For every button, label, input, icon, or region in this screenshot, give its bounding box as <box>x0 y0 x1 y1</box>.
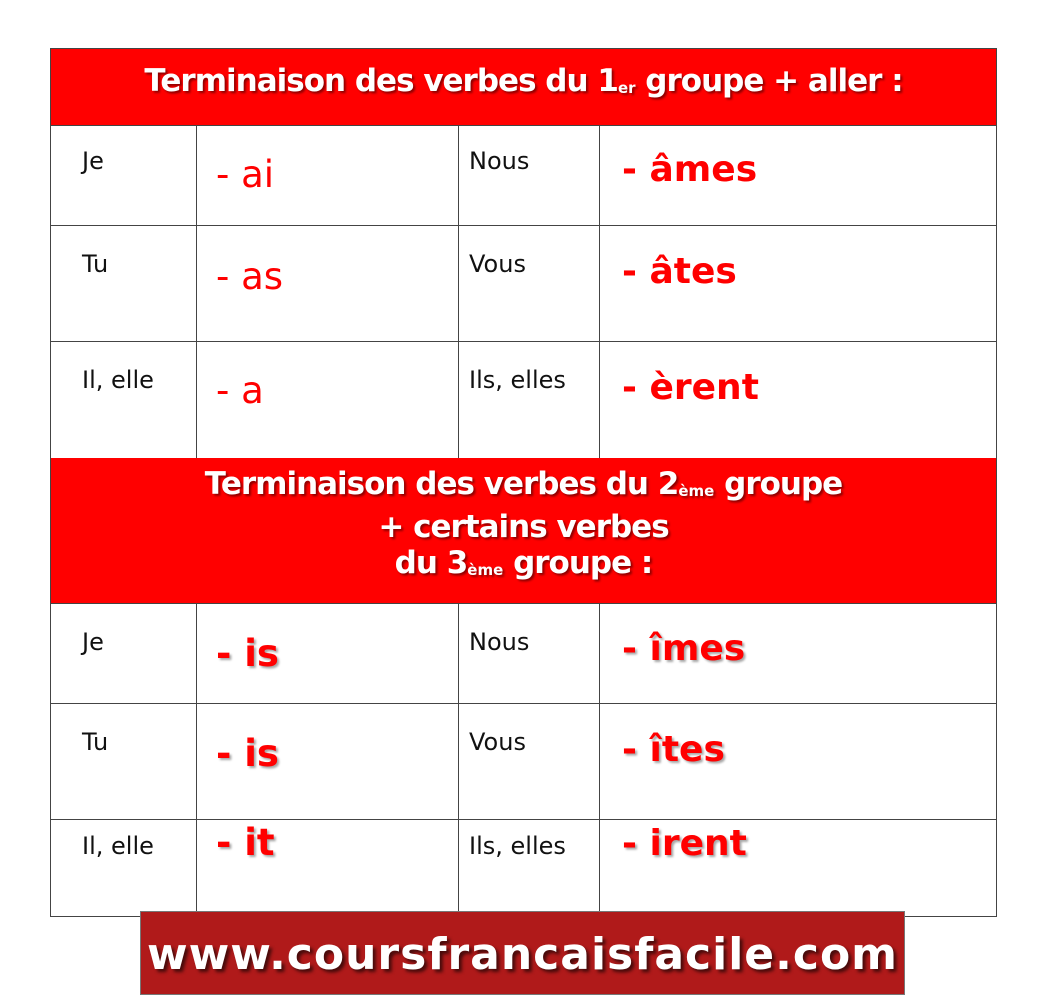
pronoun: Ils, elles <box>469 366 566 394</box>
pronoun-cell <box>51 342 197 458</box>
section2-line3-post: groupe : <box>503 545 653 581</box>
pronoun: Nous <box>469 147 530 175</box>
pronoun: Vous <box>469 250 526 278</box>
section2-line3-sup: ème <box>467 561 504 579</box>
ending: - irent <box>622 823 747 864</box>
section2-line1-post: groupe <box>714 466 843 502</box>
pronoun-cell <box>51 604 197 703</box>
pronoun: Il, elle <box>82 366 154 394</box>
ending: - èrent <box>622 367 759 408</box>
table-row <box>51 604 996 704</box>
ending: - ai <box>216 153 275 196</box>
ending: - as <box>216 255 284 298</box>
ending: - is <box>216 632 279 675</box>
ending-cell <box>197 704 459 819</box>
pronoun: Vous <box>469 728 526 756</box>
table-row <box>51 342 996 458</box>
section1-header <box>51 49 996 126</box>
ending-cell <box>600 820 996 916</box>
conjugation-table <box>50 48 997 917</box>
section2-line1-pre: Terminaison des verbes du 2 <box>204 466 679 502</box>
ending: - it <box>216 821 275 864</box>
pronoun: Tu <box>82 250 109 278</box>
section2-line1-sup: ème <box>678 482 715 500</box>
section2-title-line2: + certains verbes <box>378 509 669 545</box>
section2-line3-pre: du 3 <box>394 545 468 581</box>
ending-cell <box>197 342 459 458</box>
pronoun-cell <box>459 604 600 703</box>
pronoun: Il, elle <box>82 832 154 860</box>
section1-title-sup: er <box>617 79 636 97</box>
ending-cell <box>197 604 459 703</box>
table-row <box>51 704 996 820</box>
pronoun-cell <box>459 226 600 341</box>
ending-cell <box>600 604 996 703</box>
pronoun-cell <box>51 704 197 819</box>
ending-cell <box>600 226 996 341</box>
ending: - âmes <box>622 149 758 190</box>
pronoun: Je <box>82 628 104 656</box>
pronoun-cell <box>459 820 600 916</box>
pronoun: Tu <box>82 728 109 756</box>
ending: - îtes <box>622 729 725 770</box>
ending-cell <box>600 125 996 225</box>
pronoun: Je <box>82 147 104 175</box>
pronoun-cell <box>51 125 197 225</box>
table-row <box>51 820 996 917</box>
ending: - îmes <box>622 628 746 669</box>
section2-title-line3 <box>51 545 996 588</box>
website-banner <box>140 911 905 995</box>
website-url: www.coursfrancaisfacile.com <box>146 929 899 980</box>
pronoun-cell <box>459 704 600 819</box>
table-row <box>51 125 996 226</box>
ending-cell <box>600 704 996 819</box>
pronoun-cell <box>51 226 197 341</box>
ending-cell <box>600 342 996 458</box>
section1-title-post: groupe + aller : <box>635 63 903 99</box>
ending: - a <box>216 369 264 412</box>
section2-title-line1 <box>51 466 996 509</box>
ending-cell <box>197 820 459 916</box>
section1-title-pre: Terminaison des verbes du 1 <box>144 63 618 99</box>
table-row <box>51 226 996 342</box>
ending-cell <box>197 226 459 341</box>
ending: - âtes <box>622 251 737 292</box>
pronoun: Ils, elles <box>469 832 566 860</box>
pronoun: Nous <box>469 628 530 656</box>
ending: - is <box>216 732 279 775</box>
pronoun-cell <box>459 342 600 458</box>
section2-header <box>51 458 996 604</box>
pronoun-cell <box>51 820 197 916</box>
ending-cell <box>197 125 459 225</box>
pronoun-cell <box>459 125 600 225</box>
